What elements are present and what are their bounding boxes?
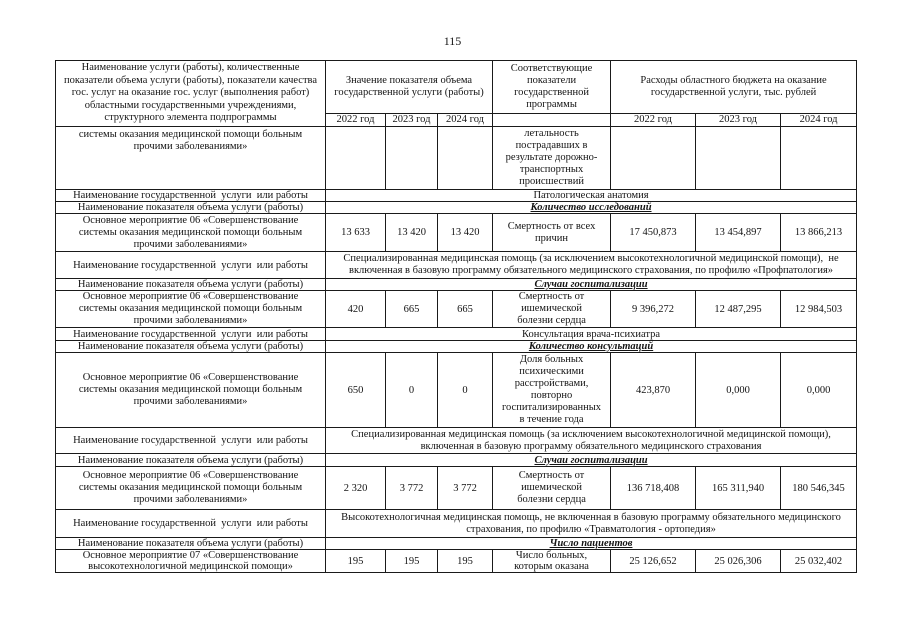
- row-label-cell: Наименование государственной услуги или работы: [56, 252, 326, 279]
- service-name-cell: Патологическая анатомия: [326, 190, 857, 202]
- volume-value-cell: 0: [438, 353, 493, 428]
- volume-value-cell: 420: [326, 291, 386, 328]
- indicator-cell: Число больных, которым оказана: [493, 550, 611, 573]
- expense-value-cell: 0,000: [781, 353, 857, 428]
- row-label-cell: Наименование показателя объема услуги (работы): [56, 341, 326, 353]
- table-row: [56, 467, 857, 510]
- table-row: [56, 291, 857, 328]
- empty-cell: [781, 127, 857, 190]
- header-row: [56, 61, 857, 114]
- empty-cell: [438, 127, 493, 190]
- table-row: [56, 190, 857, 202]
- row-label-cell: Наименование государственной услуги или работы: [56, 190, 326, 202]
- table-row: [56, 252, 857, 279]
- volume-value-cell: 195: [438, 550, 493, 573]
- activity-name-cell: системы оказания медицинской помощи больным прочими заболеваниями»: [56, 127, 326, 190]
- table-row: [56, 353, 857, 428]
- row-label-cell: Наименование государственной услуги или работы: [56, 328, 326, 341]
- indicator-cell: Смертность от всех причин: [493, 214, 611, 252]
- empty-cell: [611, 127, 696, 190]
- indicator-cell: Смертность от ишемической болезни сердца: [493, 467, 611, 510]
- header-expense-year: 2023 год: [696, 114, 781, 127]
- indicator-cell: летальность пострадавших в результате дорожно- транспортных происшествий: [493, 127, 611, 190]
- row-label-cell: Наименование показателя объема услуги (работы): [56, 538, 326, 550]
- indicator-cell: Доля больных психическими расстройствами, повторно госпитализированных в течение года: [493, 353, 611, 428]
- empty-cell: [386, 127, 438, 190]
- service-name-cell: Консультация врача-психиатра: [326, 328, 857, 341]
- table-row: [56, 454, 857, 467]
- header-value-year: 2023 год: [386, 114, 438, 127]
- expense-value-cell: 136 718,408: [611, 467, 696, 510]
- row-label-cell: Наименование показателя объема услуги (работы): [56, 454, 326, 467]
- table-row: [56, 428, 857, 454]
- table-body: [56, 127, 857, 573]
- table-row: [56, 538, 857, 550]
- volume-value-cell: 0: [386, 353, 438, 428]
- expense-value-cell: 25 026,306: [696, 550, 781, 573]
- expense-value-cell: 13 866,213: [781, 214, 857, 252]
- volume-indicator-cell: Случаи госпитализации: [326, 279, 857, 291]
- volume-indicator-cell: Случаи госпитализации: [326, 454, 857, 467]
- header-indicator-blank: [493, 114, 611, 127]
- row-label-cell: Наименование показателя объема услуги (работы): [56, 279, 326, 291]
- empty-cell: [696, 127, 781, 190]
- volume-indicator-cell: Количество исследований: [326, 202, 857, 214]
- expense-value-cell: 13 454,897: [696, 214, 781, 252]
- expense-value-cell: 180 546,345: [781, 467, 857, 510]
- table-row: [56, 328, 857, 341]
- expense-value-cell: 25 032,402: [781, 550, 857, 573]
- volume-indicator-cell: Число пациентов: [326, 538, 857, 550]
- expense-value-cell: 17 450,873: [611, 214, 696, 252]
- header-program-indicator: Соответствующие показатели государственной программы: [493, 61, 611, 114]
- table-row: [56, 202, 857, 214]
- header-value-year: 2024 год: [438, 114, 493, 127]
- volume-value-cell: 650: [326, 353, 386, 428]
- expense-value-cell: 12 984,503: [781, 291, 857, 328]
- service-budget-table: [55, 60, 857, 573]
- row-label-cell: Наименование государственной услуги или работы: [56, 428, 326, 454]
- volume-value-cell: 3 772: [438, 467, 493, 510]
- service-name-cell: Специализированная медицинская помощь (за исключением высокотехнологичной медицинской помощи), не включенная в базовую программу обязательного медицинского страхования, по профилю «Профпатология»: [326, 252, 857, 279]
- volume-value-cell: 3 772: [386, 467, 438, 510]
- volume-value-cell: 2 320: [326, 467, 386, 510]
- header-service-name: Наименование услуги (работы), количественные показатели объема услуги (работы), показатели качества гос. услуг на оказание гос. услуг (выполнения работ) областными государственными учреждениями, структурного элемента подпрограммы: [56, 61, 326, 127]
- table-row: [56, 127, 857, 190]
- indicator-cell: Смертность от ишемической болезни сердца: [493, 291, 611, 328]
- volume-value-cell: 13 420: [386, 214, 438, 252]
- service-name-cell: Специализированная медицинская помощь (за исключением высокотехнологичной медицинской помощи), включенная в базовую программу обязательного медицинского страхования: [326, 428, 857, 454]
- header-expense-year: 2024 год: [781, 114, 857, 127]
- header-value-year: 2022 год: [326, 114, 386, 127]
- page-number: 115: [443, 34, 462, 48]
- volume-value-cell: 13 633: [326, 214, 386, 252]
- row-label-cell: Наименование показателя объема услуги (работы): [56, 202, 326, 214]
- expense-value-cell: 423,870: [611, 353, 696, 428]
- activity-name-cell: Основное мероприятие 06 «Совершенствование системы оказания медицинской помощи больным прочими заболеваниями»: [56, 291, 326, 328]
- volume-value-cell: 665: [438, 291, 493, 328]
- empty-cell: [326, 127, 386, 190]
- table-row: [56, 279, 857, 291]
- activity-name-cell: Основное мероприятие 07 «Совершенствование высокотехнологичной медицинской помощи»: [56, 550, 326, 573]
- table-header: [56, 61, 857, 127]
- expense-value-cell: 12 487,295: [696, 291, 781, 328]
- table-row: [56, 550, 857, 573]
- volume-value-cell: 665: [386, 291, 438, 328]
- expense-value-cell: 0,000: [696, 353, 781, 428]
- volume-value-cell: 195: [326, 550, 386, 573]
- header-expense-year: 2022 год: [611, 114, 696, 127]
- header-budget-expenses: Расходы областного бюджета на оказание государственной услуги, тыс. рублей: [611, 61, 857, 114]
- activity-name-cell: Основное мероприятие 06 «Совершенствование системы оказания медицинской помощи больным прочими заболеваниями»: [56, 214, 326, 252]
- expense-value-cell: 9 396,272: [611, 291, 696, 328]
- service-name-cell: Высокотехнологичная медицинская помощь, не включенная в базовую программу обязательного медицинского страхования, по профилю «Травматология - ортопедия»: [326, 510, 857, 538]
- row-label-cell: Наименование государственной услуги или работы: [56, 510, 326, 538]
- activity-name-cell: Основное мероприятие 06 «Совершенствование системы оказания медицинской помощи больным прочими заболеваниями»: [56, 467, 326, 510]
- volume-indicator-cell: Количество консультаций: [326, 341, 857, 353]
- table-row: [56, 214, 857, 252]
- activity-name-cell: Основное мероприятие 06 «Совершенствование системы оказания медицинской помощи больным прочими заболеваниями»: [56, 353, 326, 428]
- volume-value-cell: 195: [386, 550, 438, 573]
- table-row: [56, 510, 857, 538]
- expense-value-cell: 165 311,940: [696, 467, 781, 510]
- volume-value-cell: 13 420: [438, 214, 493, 252]
- table-row: [56, 341, 857, 353]
- expense-value-cell: 25 126,652: [611, 550, 696, 573]
- header-volume-value: Значение показателя объема государственной услуги (работы): [326, 61, 493, 114]
